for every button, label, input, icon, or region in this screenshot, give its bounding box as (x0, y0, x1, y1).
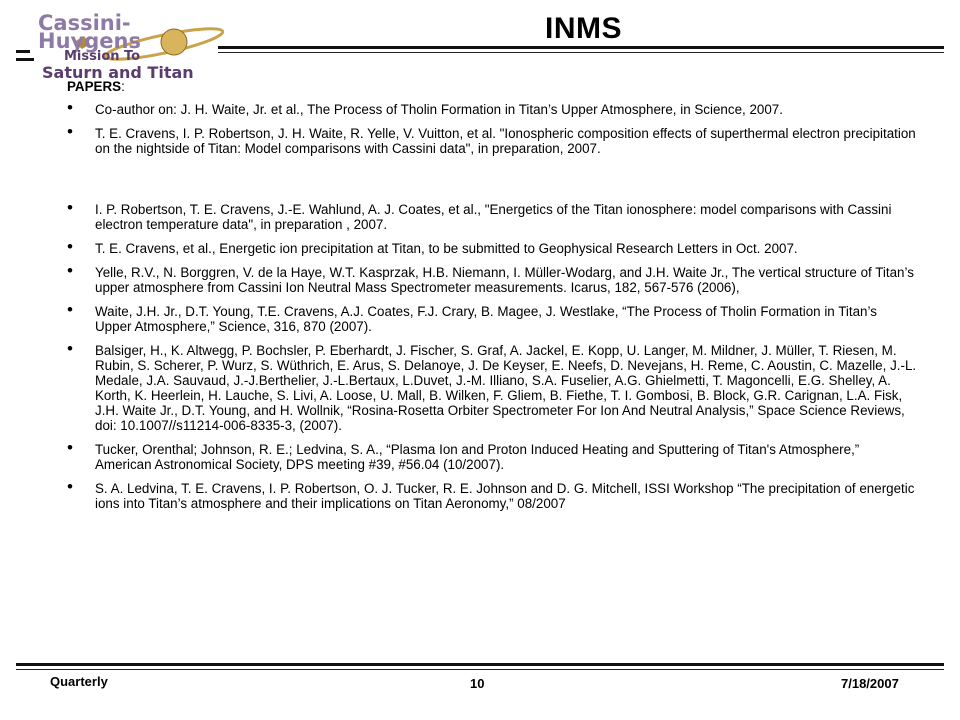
papers-section (67, 79, 917, 520)
logo-subtitle: Mission To (64, 49, 141, 64)
logo-title: Cassini-Huygens (38, 11, 141, 53)
list-item: • Co-author on: J. H. Waite, Jr. et al., The Process of Tholin Formation in Titan’s Upper Atmosphere, in Science, 2007. (67, 98, 783, 117)
footer-date: 7/18/2007 (841, 676, 899, 691)
list-item: • T. E. Cravens, I. P. Robertson, J. H. Waite, R. Yelle, V. Vuitton, et al. "Ionospheric composition effects of superthermal electron precipitation on the nightside of Titan: Model comparisons with Cassini data", in preparation, 2007. (67, 122, 916, 156)
logo-subtitle-2: Saturn and Titan (42, 63, 194, 82)
section-heading: PAPERS: (67, 79, 125, 94)
cassini-huygens-logo (14, 8, 224, 82)
header-rule-thin (218, 52, 944, 53)
bullet-icon: • (67, 198, 73, 217)
page-number: 10 (470, 676, 485, 691)
list-item: • Balsiger, H., K. Altwegg, P. Bochsler, P. Eberhardt, J. Fischer, S. Graf, A. Jackel, E. Kopp, U. Langer, M. Mildner, J. Müller, T. Riesen, M. Rubin, S. Scherer, P. Wurz, S. Wüthrich, E. Arus, S. Delanoye, J. De Keyser, E. Neefs, D. Nevejans, H. Reme, C. Aoustin, C. Mazelle, J.-L. Medale, J.A. Sauvaud, J.-J.Berthelier, J.-L.Bertaux, L.Duvet, J.-M. Illiano, S.A. Fuselier, A.G. Ghielmetti, T. Magoncelli, E.G. Shelley, A. Korth, K. Heerlein, H. Lauche, S. Livi, A. Loose, U. Mall, B. Wilken, F. Gliem, B. Fiethe, T. I. Gombosi, B. Block, G.R. Carignan, L.A. Fisk, J.H. Waite Jr., D.T. Young, and H. Wollnik, “Rosina-Rosetta Orbiter Spectrometer For Ion And Neutral Analysis,” Space Science Reviews, doi: 10.1007//s11214-006-8335-3, (2007). (67, 339, 917, 433)
list-item: • Tucker, Orenthal; Johnson, R. E.; Ledvina, S. A., “Plasma Ion and Proton Induced Heating and Sputtering of Titan's Atmosphere,” American Astronomical Society, DPS meeting #39, #56.04 (10/2007). (67, 438, 860, 472)
bullet-icon: • (67, 300, 73, 319)
list-item: • Waite, J.H. Jr., D.T. Young, T.E. Cravens, A.J. Coates, F.J. Crary, B. Magee, J. Westlake, “The Process of Tholin Formation in Titan’s Upper Atmosphere,” Science, 316, 870 (2007). (67, 300, 877, 334)
bullet-icon: • (67, 477, 73, 496)
page-title: INMS (545, 12, 622, 45)
papers-list (67, 98, 917, 511)
footer-rule (16, 663, 944, 666)
footer-rule-thin (16, 669, 944, 670)
list-item: • S. A. Ledvina, T. E. Cravens, I. P. Robertson, O. J. Tucker, R. E. Johnson and D. G. Mitchell, ISSI Workshop “The precipitation of energetic ions into Titan’s atmosphere and their implications on Titan Aeronomy,” 08/2007 (67, 477, 915, 511)
footer-label: Quarterly (50, 674, 108, 689)
list-item: • I. P. Robertson, T. E. Cravens, J.-E. Wahlund, A. J. Coates, et al., "Energetics of the Titan ionosphere: model comparisons with Cassini electron temperature data", in preparation , 2007. (67, 198, 892, 232)
header-rule (218, 46, 944, 49)
list-item: • T. E. Cravens, et al., Energetic ion precipitation at Titan, to be submitted to Geophysical Research Letters in Oct. 2007. (67, 237, 798, 256)
bullet-icon: • (67, 261, 73, 280)
bullet-icon: • (67, 237, 73, 256)
bullet-icon: • (67, 438, 73, 457)
bullet-icon: • (67, 98, 73, 117)
header-rule-left (16, 50, 30, 53)
header-rule-left-2 (16, 58, 34, 61)
list-item: • Yelle, R.V., N. Borggren, V. de la Haye, W.T. Kasprzak, H.B. Niemann, I. Müller-Wodarg, and J.H. Waite Jr., The vertical structure of Titan’s upper atmosphere from Cassini Ion Neutral Mass Spectrometer measurements. Icarus, 182, 567-576 (2006), (67, 261, 914, 295)
bullet-icon: • (67, 339, 73, 358)
bullet-icon: • (67, 122, 73, 141)
